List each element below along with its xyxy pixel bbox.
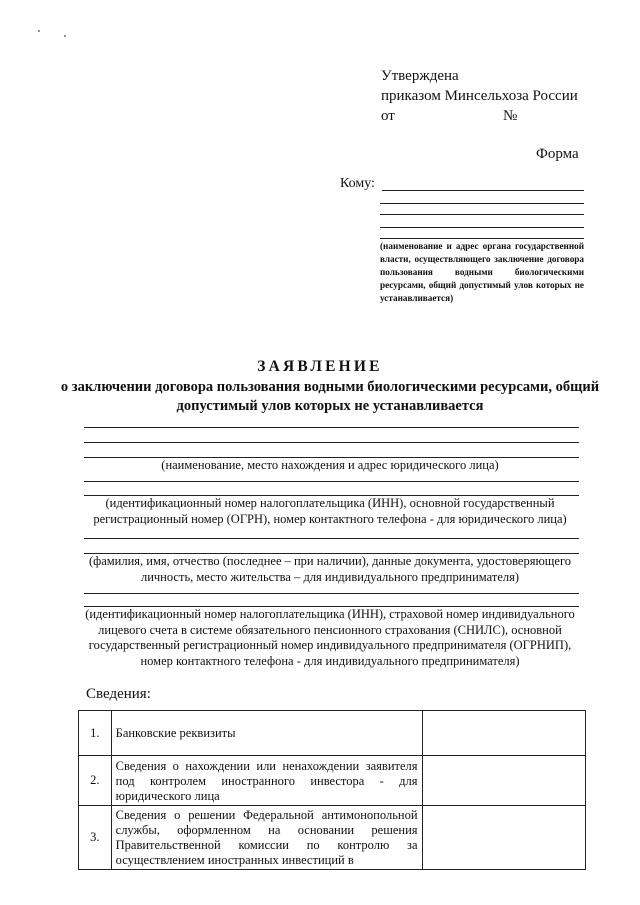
- document-subtitle: о заключении договора пользования водными биологическими ресурсами, общий допустимый улов которых не устанавливается: [60, 379, 600, 414]
- scan-speck: [38, 30, 40, 32]
- approval-line-3: от: [381, 108, 395, 124]
- approval-line-1: Утверждена: [381, 68, 459, 84]
- to-label: Кому:: [340, 176, 375, 191]
- row-label: Сведения о нахождении или ненахождении заявителя под контролем иностранного инвестора - для юридического лица: [111, 756, 422, 806]
- section-label: Сведения:: [86, 686, 151, 702]
- row-number: 3.: [79, 806, 112, 870]
- recipient-line[interactable]: [382, 190, 584, 191]
- form-label: Форма: [536, 146, 579, 162]
- approval-line-2: приказом Минсельхоза России: [381, 88, 578, 104]
- approval-block: [381, 66, 578, 126]
- row-number: 2.: [79, 756, 112, 806]
- recipient-line[interactable]: [380, 203, 584, 204]
- entrepreneur-ids-caption: (идентификационный номер налогоплательщика (ИНН), страховой номер индивидуального лицевого счета в системе обязательного пенсионного страхования (СНИЛС), основной государственный регистрационный номер индивидуального предпринимателя (ОГРНИП), номер контактного телефона - для индивидуального предпринимателя): [85, 607, 575, 668]
- row-label: Сведения о решении Федеральной антимонопольной службы, оформленном на основании решения Правительственной комиссии по контролю за осуществлением иностранных инвестиций в: [111, 806, 422, 870]
- row-value-cell[interactable]: [422, 711, 585, 756]
- row-label: Банковские реквизиты: [111, 711, 422, 756]
- scan-speck: [64, 35, 66, 37]
- applicant-line[interactable]: [84, 442, 579, 443]
- recipient-note: (наименование и адрес органа государственной власти, осуществляющего заключение договора пользования водными биологическими ресурсами, общий допустимый улов которых не устанавливается): [380, 241, 584, 303]
- applicant-line[interactable]: [84, 593, 579, 594]
- table-row: [79, 711, 586, 756]
- table-row: [79, 756, 586, 806]
- row-value-cell[interactable]: [422, 756, 585, 806]
- legal-entity-ids-caption: (идентификационный номер налогоплательщика (ИНН), основной государственный регистрационный номер (ОГРН), номер контактного телефона - для юридического лица): [93, 496, 567, 526]
- legal-entity-name-caption: (наименование, место нахождения и адрес юридического лица): [161, 458, 499, 472]
- info-table: [78, 710, 586, 870]
- entrepreneur-identity-caption: (фамилия, имя, отчество (последнее – при наличии), данные документа, удостоверяющего личность, место жительства – для индивидуального предпринимателя): [88, 554, 572, 584]
- recipient-line[interactable]: [380, 214, 584, 215]
- recipient-line[interactable]: [380, 238, 584, 239]
- applicant-line[interactable]: [84, 481, 579, 482]
- row-number: 1.: [79, 711, 112, 756]
- recipient-line[interactable]: [380, 227, 584, 228]
- applicant-line[interactable]: [84, 427, 579, 428]
- row-value-cell[interactable]: [422, 806, 585, 870]
- approval-number-sign: №: [503, 108, 518, 124]
- table-row: [79, 806, 586, 870]
- document-title: ЗАЯВЛЕНИЕ: [257, 358, 383, 375]
- applicant-line[interactable]: [84, 538, 579, 539]
